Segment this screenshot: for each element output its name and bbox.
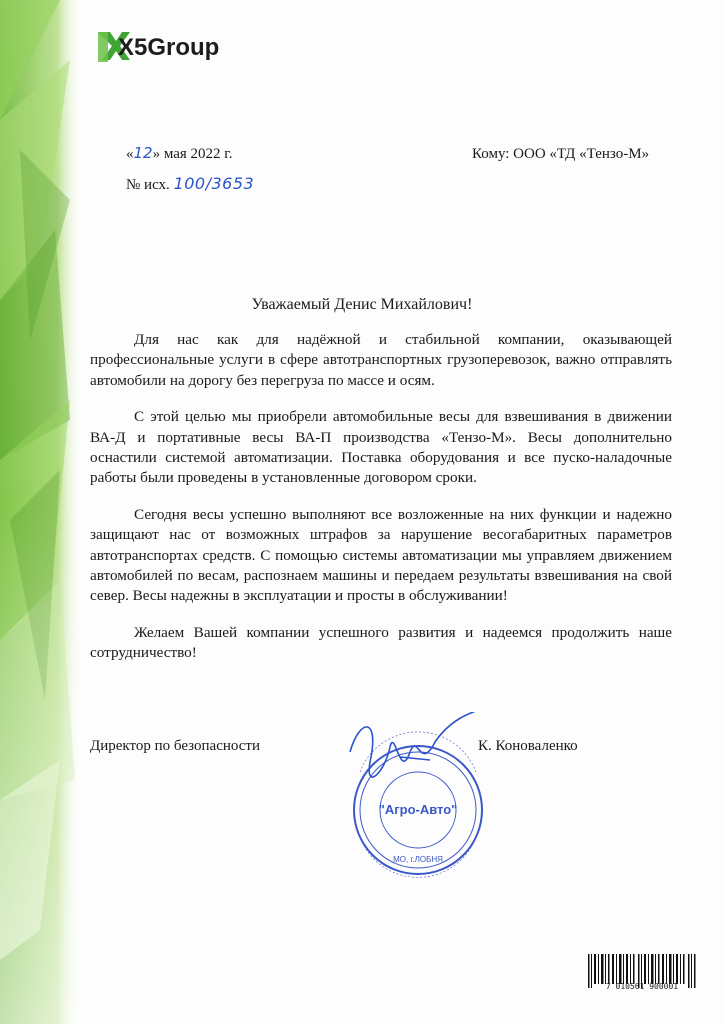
decorative-green-stripe [0,0,82,1024]
letter-date: «12» мая 2022 г. [126,144,233,162]
barcode-number: 7 010561 900001 [605,982,679,991]
handwritten-day: 12 [133,144,153,162]
recipient: Кому: ООО «ТД «Тензо-М» [472,146,650,162]
salutation: Уважаемый Денис Михайлович! [251,296,473,313]
x5-group-logo [96,28,236,68]
paragraph: Для нас как для надёжной и стабильной компании, оказывающей профессиональные услуги в сфере автотранспортных грузоперевозок, важно отправлять автомобили на дорогу без перегруза по массе и осям. [90,331,672,389]
signatory-name: К. Коноваленко [478,738,578,754]
stamp-bottom-text: МО, г.ЛОБНЯ [393,855,443,864]
stamp-center-text: "Агро-Авто" [378,802,458,817]
company-stamp [340,712,490,880]
paragraph: С этой целью мы приобрели автомобильные весы для взвешивания в движении ВА-Д и портативные весы ВА-П производства «Тензо-М». Весы дополнительно оснастили системой автоматизации. Поставка оборудования и все пуско-наладочные работы были проведены в установленные договором сроки. [90,408,672,487]
paragraph: Сегодня весы успешно выполняют все возложенные на них функции и надежно защищают нас от возможных штрафов за нарушение весогабаритных параметров автотранспортах средств. С помощью системы автоматизации мы управляем движением автомобилей по весам, распознаем машины и передаем результаты взвешивания на свой север. Весы надежны в эксплуатации и просты в обслуживании! [90,505,672,605]
outgoing-number: № исх. 100/3653 [126,174,255,193]
stamp-seal [354,732,482,877]
signatory-position: Директор по безопасности [90,738,260,754]
svg-text:X5Group: X5Group [118,34,220,61]
letter-body [90,330,672,680]
paragraph: Желаем Вашей компании успешного развития и надеемся продолжить наше сотрудничество! [90,623,672,662]
handwritten-outgoing-number: 100/3653 [173,174,255,193]
